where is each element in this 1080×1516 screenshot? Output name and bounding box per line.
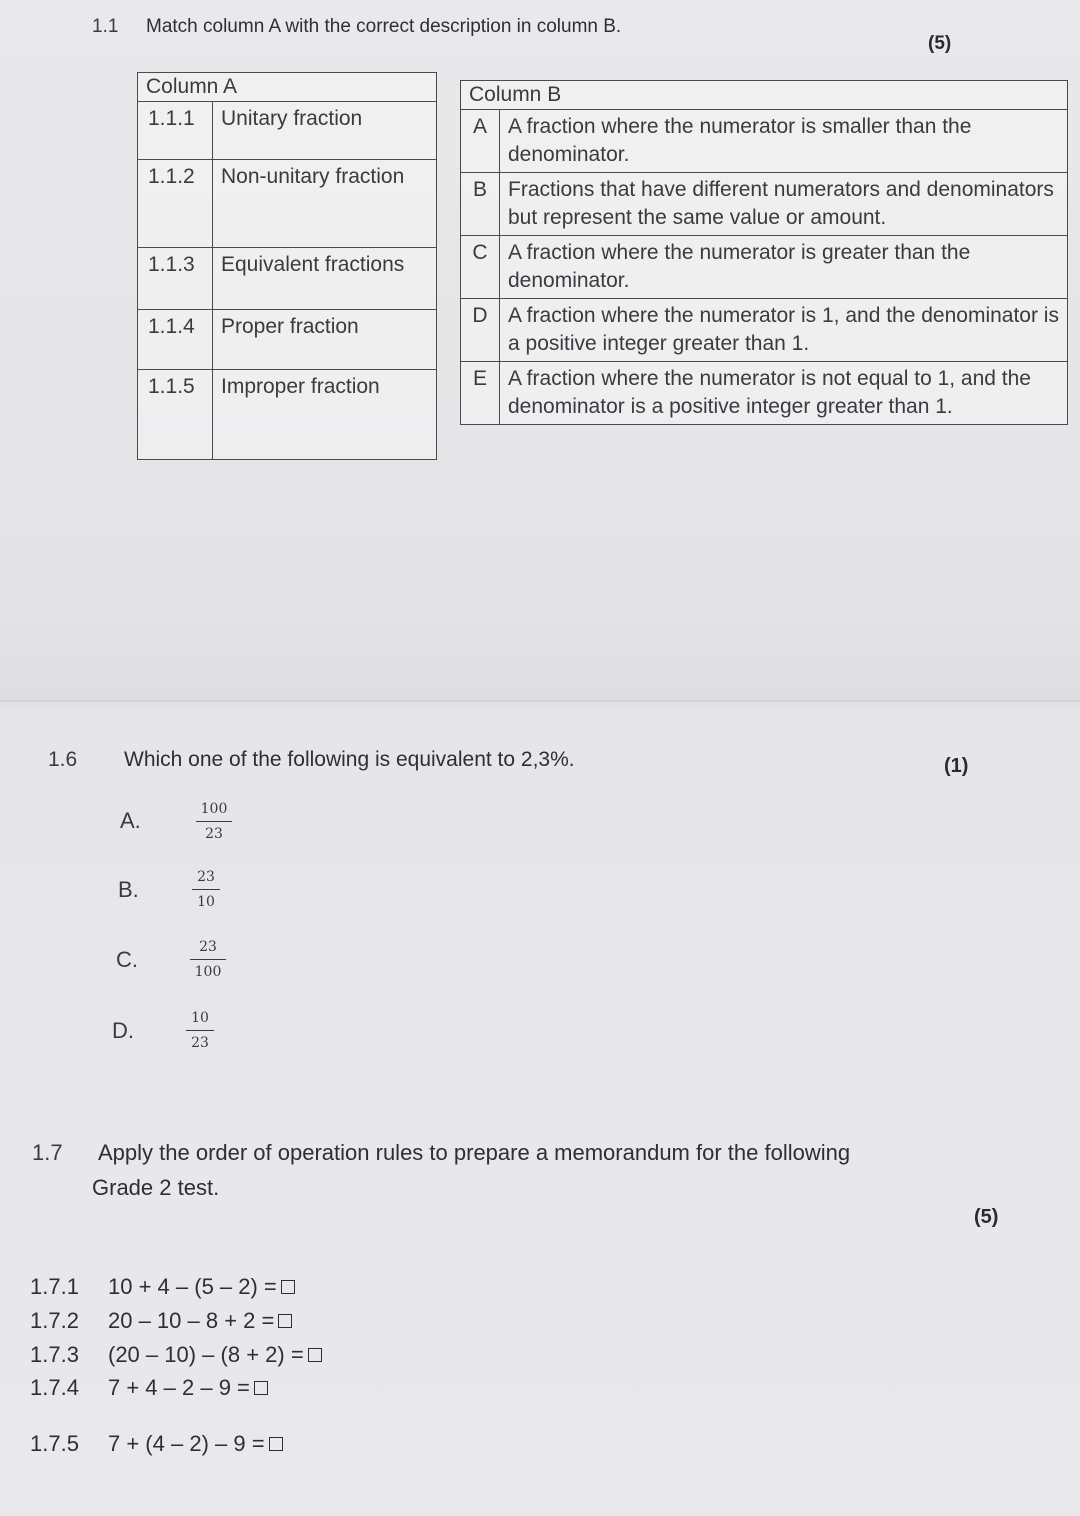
- question-marks: (1): [944, 755, 969, 777]
- column-a-term: Equivalent fractions: [213, 248, 437, 310]
- equation-row: [30, 1274, 295, 1300]
- equation-number: 1.7.4: [30, 1375, 79, 1400]
- option-letter: C.: [116, 947, 138, 972]
- question-number: 1.7: [32, 1140, 63, 1165]
- fraction-bar: [190, 959, 226, 960]
- column-b-header: Column B: [461, 81, 1068, 110]
- column-b-description: Fractions that have different numerators and denominators but represent the same value or amount.: [500, 173, 1068, 236]
- column-b-description: A fraction where the numerator is greater than the denominator.: [500, 236, 1068, 299]
- equation-number: 1.7.1: [30, 1274, 79, 1299]
- question-number: 1.1: [92, 16, 119, 37]
- option-fraction: [192, 868, 220, 911]
- answer-box[interactable]: [269, 1437, 283, 1451]
- column-b-letter: A: [461, 110, 500, 173]
- column-b-description: A fraction where the numerator is 1, and the denominator is a positive integer greater than 1.: [500, 299, 1068, 362]
- fraction-numerator: 23: [197, 869, 215, 885]
- page-fold: [0, 700, 1080, 702]
- fraction-denominator: 23: [191, 1035, 209, 1051]
- equation-row: [30, 1308, 292, 1334]
- column-a-number: 1.1.5: [138, 370, 213, 460]
- equation-row: [30, 1375, 268, 1401]
- fraction-numerator: 100: [200, 801, 228, 817]
- column-a-number: 1.1.2: [138, 160, 213, 248]
- column-b-letter: D: [461, 299, 500, 362]
- question-marks: (5): [974, 1206, 999, 1228]
- answer-box[interactable]: [308, 1348, 322, 1362]
- equation-expression: (20 – 10) – (8 + 2) =: [108, 1342, 304, 1367]
- equation-expression: 10 + 4 – (5 – 2) =: [108, 1274, 277, 1299]
- equation-number: 1.7.5: [30, 1431, 79, 1456]
- column-b-table: [460, 80, 1068, 425]
- fraction-bar: [186, 1030, 214, 1031]
- column-a-header: Column A: [138, 73, 437, 102]
- fraction-denominator: 100: [194, 964, 222, 980]
- question-text-line1: Apply the order of operation rules to prepare a memorandum for the following: [98, 1140, 851, 1165]
- column-b-letter: C: [461, 236, 500, 299]
- equation-row: [30, 1431, 283, 1457]
- equation-row: [30, 1342, 322, 1368]
- option-letter: A.: [120, 808, 141, 833]
- equation-expression: 20 – 10 – 8 + 2 =: [108, 1308, 275, 1333]
- column-a-number: 1.1.3: [138, 248, 213, 310]
- column-a-table: [137, 72, 437, 460]
- question-text-line2: Grade 2 test.: [92, 1175, 220, 1200]
- option-fraction: [196, 800, 232, 843]
- column-b-letter: B: [461, 173, 500, 236]
- fraction-denominator: 23: [205, 826, 223, 842]
- column-a-number: 1.1.4: [138, 310, 213, 370]
- question-text: Match column A with the correct description in column B.: [146, 16, 622, 37]
- question-text: Which one of the following is equivalent to 2,3%.: [124, 748, 575, 771]
- option-fraction: [190, 938, 226, 981]
- column-a-number: 1.1.1: [138, 102, 213, 160]
- fraction-numerator: 10: [191, 1010, 209, 1026]
- column-a-term: Proper fraction: [213, 310, 437, 370]
- column-a-term: Improper fraction: [213, 370, 437, 460]
- fraction-bar: [192, 889, 220, 890]
- fraction-numerator: 23: [199, 939, 217, 955]
- equation-number: 1.7.3: [30, 1342, 79, 1367]
- column-b-description: A fraction where the numerator is not equal to 1, and the denominator is a positive integer greater than 1.: [500, 362, 1068, 425]
- answer-box[interactable]: [281, 1280, 295, 1294]
- question-number: 1.6: [48, 748, 78, 771]
- option-letter: D.: [112, 1018, 134, 1043]
- fraction-bar: [196, 821, 232, 822]
- column-a-term: Unitary fraction: [213, 102, 437, 160]
- answer-box[interactable]: [254, 1381, 268, 1395]
- option-letter: B.: [118, 877, 139, 902]
- answer-box[interactable]: [278, 1314, 292, 1328]
- equation-number: 1.7.2: [30, 1308, 79, 1333]
- column-b-description: A fraction where the numerator is smaller than the denominator.: [500, 110, 1068, 173]
- fraction-denominator: 10: [197, 894, 215, 910]
- question-marks: (5): [928, 33, 952, 54]
- option-fraction: [186, 1009, 214, 1052]
- equation-expression: 7 + (4 – 2) – 9 =: [108, 1431, 265, 1456]
- equation-expression: 7 + 4 – 2 – 9 =: [108, 1375, 250, 1400]
- column-b-letter: E: [461, 362, 500, 425]
- column-a-term: Non-unitary fraction: [213, 160, 437, 248]
